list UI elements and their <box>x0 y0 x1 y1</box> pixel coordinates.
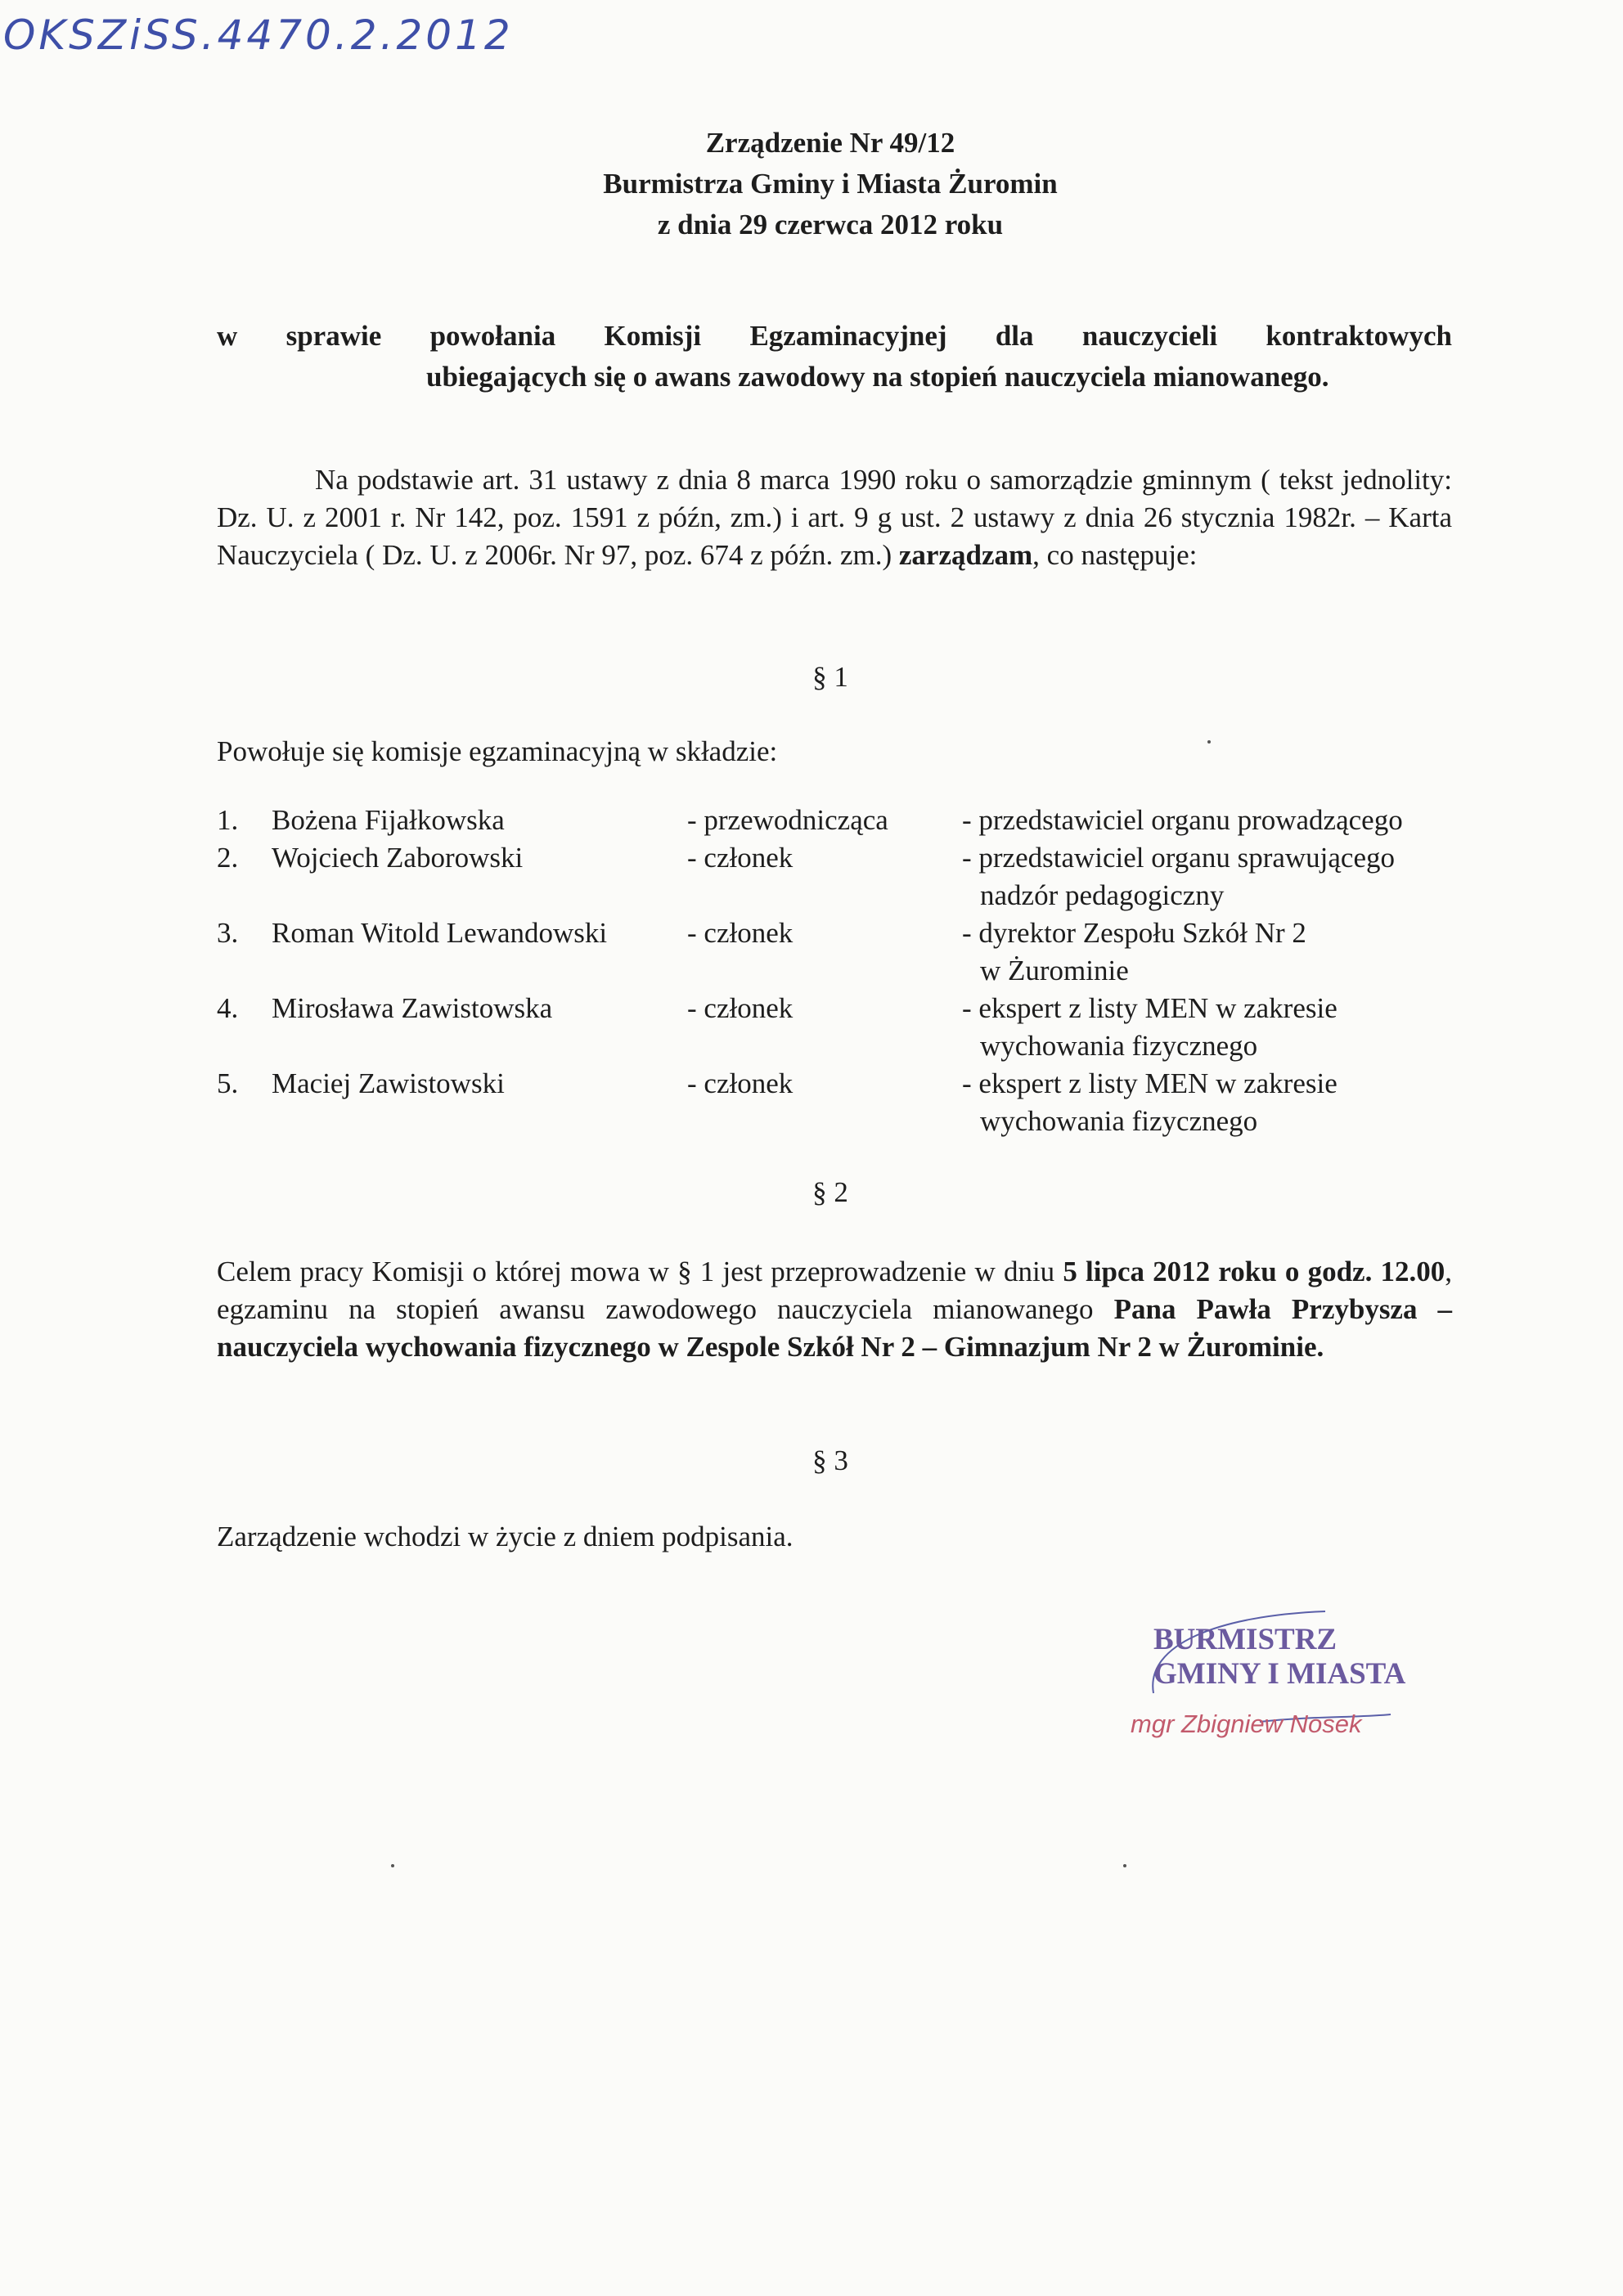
issue-date: z dnia 29 czerwca 2012 roku <box>657 209 1004 240</box>
member-role: - członek <box>687 842 794 874</box>
committee-members-list <box>217 802 1567 1140</box>
subject-word: nauczycieli <box>1081 320 1218 352</box>
legal-basis-text: Na podstawie art. 31 ustawy z dnia 8 marca 1990 roku o samorządzie gminnym ( tekst jednolity: Dz. U. z 2001 r. Nr 142, poz. 1591 z późn, zm.) i art. 9 g ust. 2 ustawy z dnia 26 stycznia 1982r. – Karta Nauczyciela ( Dz. U. z 2006r. Nr 97, poz. 674 z późn. zm.) <box>217 464 1452 571</box>
subject-word: Komisji <box>604 320 702 352</box>
handwritten-reference-number: OKSZiSS.4470.2.2012 <box>3 11 514 59</box>
member-name: Mirosława Zawistowska <box>272 992 553 1024</box>
effective-date-paragraph: Zarządzenie wchodzi w życie z dniem podpisania. <box>217 1521 794 1552</box>
document-subject <box>217 316 1452 398</box>
candidate-info: Pana Pawła Przybysza – nauczyciela wychowania fizycznego w Zespole Szkół Nr 2 – Gimnazjum Nr 2 w Żurominie. <box>217 1293 1453 1363</box>
member-description: - przedstawiciel organu sprawującego nadzór pedagogiczny <box>962 842 1395 911</box>
committee-intro: Powołuje się komisje egzaminacyjną w składzie: <box>217 735 778 767</box>
list-item <box>217 839 1567 914</box>
order-number: Zrządzenie Nr 49/12 <box>705 127 955 159</box>
scan-speck <box>1123 1864 1126 1867</box>
document-header <box>0 123 1623 245</box>
legal-basis-decree: zarządzam <box>898 539 1033 571</box>
section-1-heading: § 1 <box>812 661 848 693</box>
member-description: - ekspert z listy MEN w zakresie wychowania fizycznego <box>962 1067 1338 1137</box>
legal-basis-tail: , co następuje: <box>1032 539 1198 571</box>
stamp-signer-name: mgr Zbigniew Nosek <box>1131 1710 1362 1738</box>
exam-purpose-paragraph <box>217 1253 1452 1366</box>
member-description: - ekspert z listy MEN w zakresie wychowania fizycznego <box>962 992 1338 1062</box>
member-description: - dyrektor Zespołu Szkół Nr 2 w Żurominie <box>962 917 1306 986</box>
member-role: - członek <box>687 1067 794 1099</box>
member-role: - członek <box>687 917 794 949</box>
list-item <box>217 802 1567 839</box>
scan-speck <box>391 1864 394 1867</box>
member-name: Wojciech Zaborowski <box>272 842 524 874</box>
subject-line-2: ubiegających się o awans zawodowy na stopień nauczyciela mianowanego. <box>426 361 1329 393</box>
member-role: - członek <box>687 992 794 1024</box>
member-number: 3. <box>217 917 239 949</box>
subject-word: kontraktowych <box>1266 320 1452 352</box>
subject-word: Egzaminacyjnej <box>749 320 947 352</box>
purpose-text-2: , egzaminu na stopień awansu zawodowego nauczyciela mianowanego <box>217 1256 1453 1325</box>
member-name: Maciej Zawistowski <box>272 1067 505 1099</box>
section-2-heading: § 2 <box>812 1176 848 1208</box>
member-name: Roman Witold Lewandowski <box>272 917 608 949</box>
subject-word: powołania <box>429 320 556 352</box>
member-number: 2. <box>217 842 239 874</box>
subject-word: w <box>217 320 238 352</box>
member-description: - przedstawiciel organu prowadzącego <box>962 804 1403 836</box>
mayor-stamp <box>1121 1595 1423 1759</box>
member-name: Bożena Fijałkowska <box>272 804 505 836</box>
subject-line-1 <box>217 316 1452 357</box>
exam-datetime: 5 lipca 2012 roku o godz. 12.00 <box>1063 1256 1445 1287</box>
member-number: 1. <box>217 804 239 836</box>
member-number: 4. <box>217 992 239 1024</box>
section-3-heading: § 3 <box>812 1445 848 1476</box>
purpose-text: Celem pracy Komisji o której mowa w § 1 jest przeprowadzenie w dniu <box>217 1256 1063 1287</box>
member-number: 5. <box>217 1067 239 1099</box>
subject-word: dla <box>995 320 1034 352</box>
legal-basis-paragraph <box>217 461 1452 574</box>
list-item <box>217 990 1567 1065</box>
issuer: Burmistrza Gminy i Miasta Żuromin <box>603 168 1058 200</box>
member-role: - przewodnicząca <box>687 804 888 836</box>
list-item <box>217 1065 1567 1140</box>
stamp-title: BURMISTRZ GMINY I MIASTA <box>1153 1623 1406 1691</box>
subject-word: sprawie <box>285 320 382 352</box>
scan-speck <box>1207 740 1211 744</box>
list-item <box>217 914 1567 990</box>
